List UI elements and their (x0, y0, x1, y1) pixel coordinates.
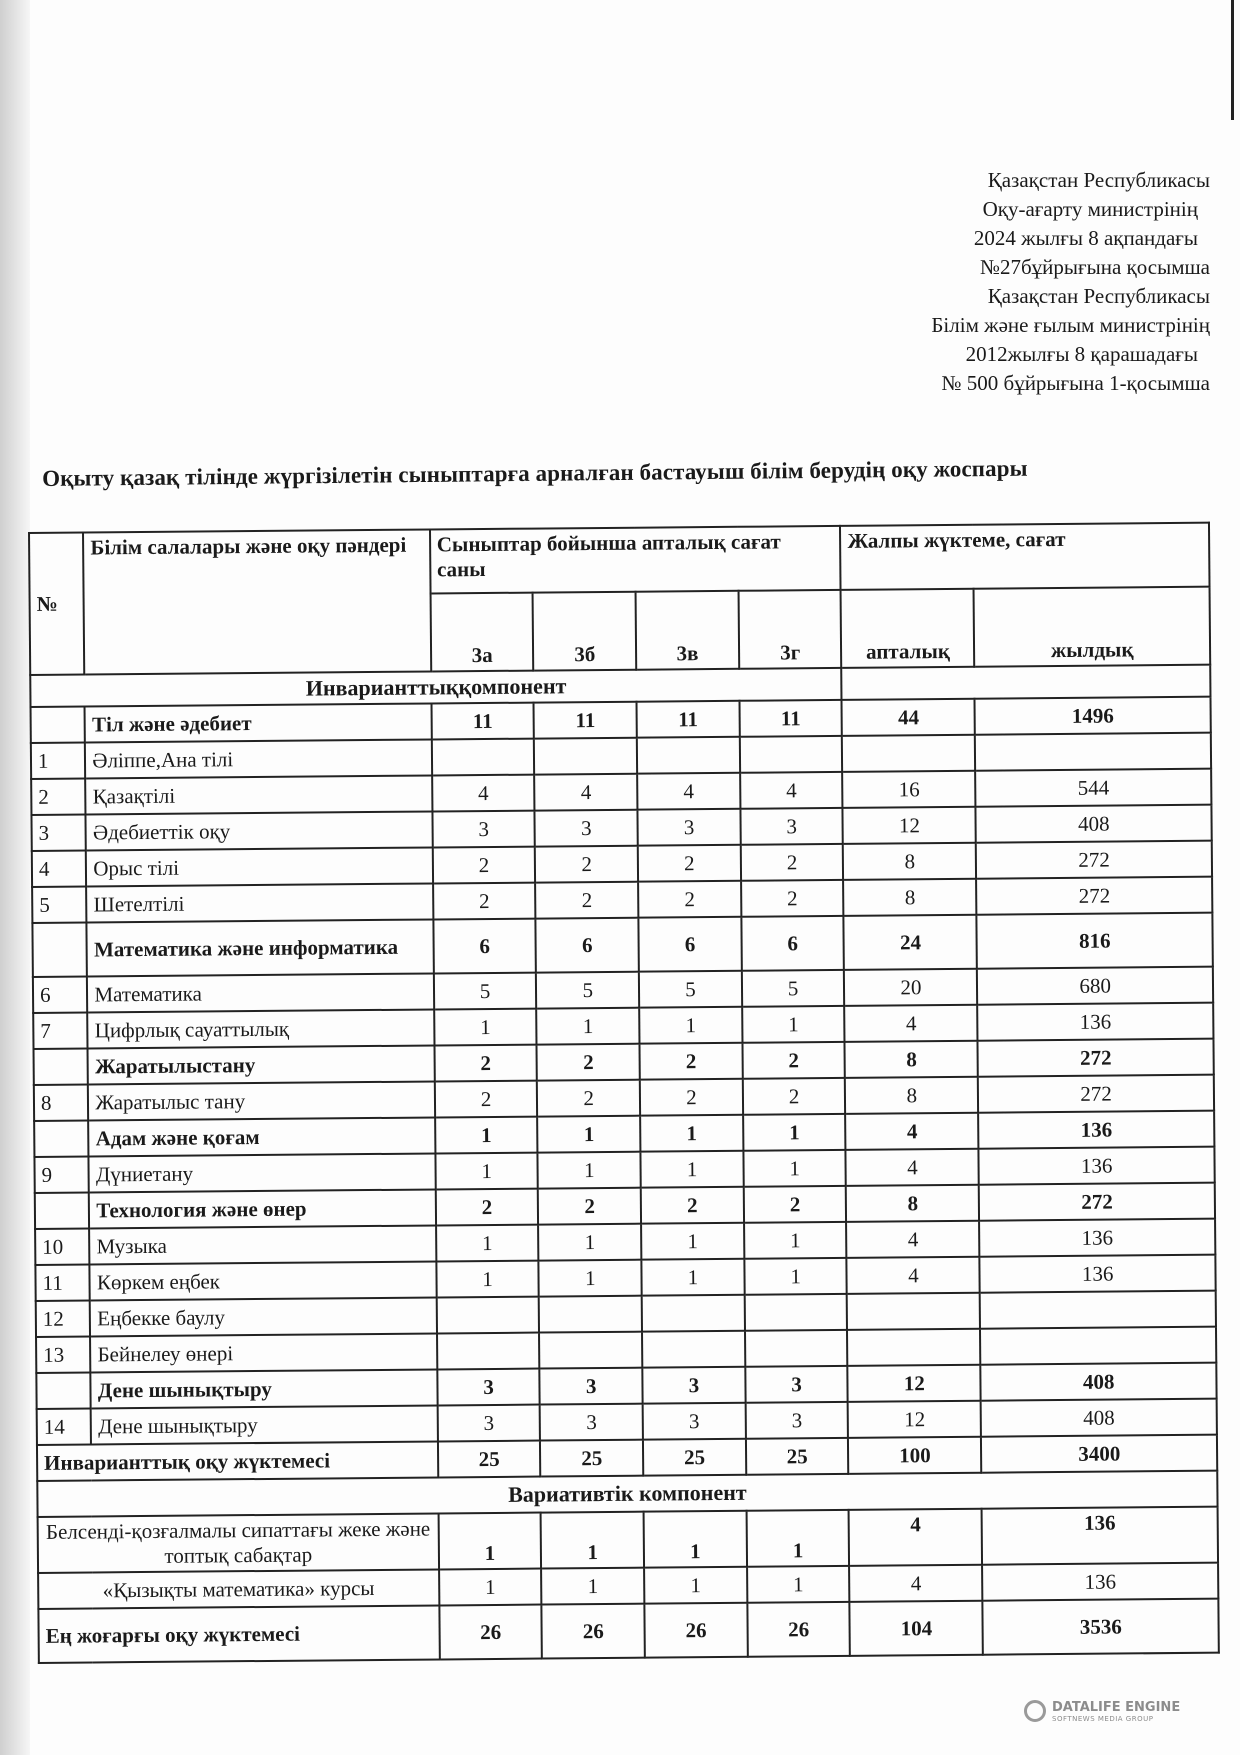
subject-name: Математика (87, 973, 434, 1012)
row-number: 7 (33, 1012, 88, 1048)
class-hours: 25 (643, 1439, 746, 1476)
class-hours (436, 1297, 539, 1334)
row-number (34, 1048, 89, 1084)
curriculum-table (28, 522, 1220, 1664)
subject-name: Тіл және әдебиет (85, 703, 432, 742)
weekly-total (847, 1293, 980, 1330)
class-hours: 2 (640, 1079, 743, 1116)
weekly-total: 4 (849, 1509, 982, 1566)
yearly-total: 136 (982, 1563, 1218, 1601)
class-hours: 5 (434, 973, 537, 1010)
datalife-logo-icon (1024, 1700, 1046, 1722)
row-number (31, 707, 86, 743)
subject-name: Шетелтілі (86, 883, 433, 922)
yearly-total: 272 (976, 877, 1212, 915)
yearly-total: 680 (977, 967, 1213, 1005)
max-total-row (38, 1599, 1218, 1663)
yearly-total: 1496 (975, 697, 1211, 735)
section-empty-cell (842, 665, 1211, 700)
row-number (36, 1372, 91, 1408)
subject-name: Әліппе,Ана тілі (85, 739, 432, 778)
class-hours: 1 (639, 1007, 742, 1044)
row-number (35, 1192, 90, 1228)
class-hours: 3 (642, 1367, 745, 1404)
weekly-total: 8 (843, 843, 976, 880)
subject-name: Әдебиеттік оқу (86, 811, 433, 850)
subject-name: Көркем еңбек (90, 1261, 437, 1300)
class-hours (637, 737, 740, 774)
weekly-total: 4 (847, 1257, 980, 1294)
class-hours: 3 (638, 809, 741, 846)
class-hours: 1 (538, 1224, 641, 1261)
watermark (1052, 1700, 1180, 1723)
class-hours: 1 (641, 1151, 744, 1188)
class-hours (642, 1331, 745, 1368)
approval-line: Оқу-ағарту министрінің (982, 197, 1198, 221)
yearly-total: 544 (975, 769, 1211, 807)
class-hours: 1 (640, 1115, 743, 1152)
header-class-3b: 3б (533, 592, 636, 671)
class-hours: 11 (534, 702, 637, 739)
row-number: 11 (35, 1264, 90, 1300)
yearly-total: 272 (976, 841, 1212, 879)
subject-name: Қазақтілі (86, 775, 433, 814)
yearly-total: 272 (978, 1039, 1214, 1077)
yearly-total: 136 (978, 1111, 1214, 1149)
class-hours: 4 (535, 774, 638, 811)
yearly-total (980, 1291, 1216, 1329)
class-hours: 1 (541, 1568, 644, 1605)
weekly-total: 4 (847, 1221, 980, 1258)
class-hours: 1 (438, 1513, 541, 1570)
weekly-total (847, 1329, 980, 1366)
class-hours: 3 (437, 1405, 540, 1442)
class-hours: 2 (641, 1187, 744, 1224)
class-hours: 1 (435, 1117, 538, 1154)
subject-name: Дене шынықтыру (91, 1369, 438, 1408)
class-hours: 6 (536, 918, 639, 973)
yearly-total (975, 733, 1211, 771)
subject-name: Математика және информатика (87, 919, 434, 976)
class-hours: 2 (435, 1081, 538, 1118)
approval-line: 2024 жылғы 8 ақпандағы (973, 226, 1198, 250)
class-hours: 3 (540, 1368, 643, 1405)
class-hours: 2 (741, 844, 844, 881)
class-hours: 1 (435, 1153, 538, 1190)
header-class-3a: 3а (430, 593, 533, 672)
class-hours: 3 (745, 1366, 848, 1403)
weekly-total: 12 (848, 1365, 981, 1402)
class-hours (437, 1333, 540, 1370)
yearly-total: 136 (979, 1219, 1215, 1257)
class-hours: 25 (438, 1441, 541, 1478)
row-number: 3 (31, 815, 86, 851)
weekly-total: 12 (848, 1401, 981, 1438)
weekly-total: 4 (846, 1113, 979, 1150)
approval-line: №27бұйрығына қосымша (979, 255, 1210, 279)
weekly-total: 20 (844, 969, 977, 1006)
max-total-label: Ең жоғарғы оқу жүктемесі (38, 1605, 439, 1662)
class-hours: 4 (432, 775, 535, 812)
yearly-total: 408 (981, 1363, 1217, 1401)
header-class-3v: 3в (636, 591, 739, 670)
class-hours: 5 (639, 971, 742, 1008)
subject-name: Технология және өнер (89, 1189, 436, 1228)
class-hours: 2 (743, 1078, 846, 1115)
class-hours: 1 (538, 1116, 641, 1153)
weekly-total: 12 (843, 807, 976, 844)
variative-row (38, 1507, 1218, 1573)
weekly-total: 8 (844, 879, 977, 916)
row-number: 10 (35, 1228, 90, 1264)
yearly-total (980, 1327, 1216, 1365)
row-number: 5 (32, 887, 87, 923)
weekly-total: 24 (844, 915, 977, 970)
subject-name: Адам және қоғам (88, 1117, 435, 1156)
watermark-title: DATALIFE ENGINE (1052, 1700, 1181, 1715)
row-number: 13 (36, 1336, 91, 1372)
class-hours: 11 (431, 703, 534, 740)
class-hours: 1 (641, 1259, 744, 1296)
weekly-total: 16 (843, 771, 976, 808)
header-total-load: Жалпы жүктеме, сағат (840, 523, 1209, 590)
class-hours: 11 (739, 700, 842, 737)
subject-name: Бейнелеу өнері (90, 1333, 437, 1372)
approval-line: № 500 бұйрығына 1-қосымша (941, 371, 1210, 395)
class-hours (539, 1296, 642, 1333)
class-hours: 1 (644, 1511, 747, 1568)
variative-subject-name: Белсенді-қозғалмалы сипаттағы жеке және топтық сабақтар (38, 1513, 439, 1572)
class-hours: 1 (743, 1150, 846, 1187)
class-hours: 25 (540, 1440, 643, 1477)
class-hours (745, 1330, 848, 1367)
class-hours: 3 (740, 808, 843, 845)
class-hours: 2 (538, 1188, 641, 1225)
class-hours: 3 (535, 810, 638, 847)
class-hours: 2 (640, 1043, 743, 1080)
class-hours: 2 (741, 880, 844, 917)
class-hours: 2 (537, 1044, 640, 1081)
row-number (32, 923, 87, 977)
class-hours: 1 (539, 1260, 642, 1297)
class-hours: 26 (439, 1605, 542, 1660)
class-hours: 2 (742, 1042, 845, 1079)
row-number: 8 (34, 1084, 89, 1120)
class-hours: 3 (540, 1404, 643, 1441)
row-number: 6 (33, 976, 88, 1012)
weekly-total: 100 (848, 1437, 981, 1474)
section-variative: Вариативтік компонент (37, 1471, 1217, 1517)
header-weekly-by-class: Сыныптар бойынша апталық сағат саны (430, 526, 841, 594)
class-hours: 2 (434, 1045, 537, 1082)
scan-edge-shadow (0, 0, 30, 1755)
weekly-total: 4 (845, 1005, 978, 1042)
class-hours: 5 (742, 970, 845, 1007)
weekly-total: 104 (850, 1601, 983, 1656)
class-hours: 1 (434, 1009, 537, 1046)
weekly-total: 8 (846, 1185, 979, 1222)
class-hours: 2 (433, 883, 536, 920)
section-invariant: Инварианттыққомпонент (30, 668, 842, 707)
class-hours: 1 (537, 1008, 640, 1045)
class-hours: 2 (535, 882, 638, 919)
class-hours (740, 736, 843, 773)
weekly-total: 8 (845, 1041, 978, 1078)
class-hours: 2 (638, 845, 741, 882)
yearly-total: 272 (979, 1183, 1215, 1221)
class-hours: 3 (432, 811, 535, 848)
class-hours: 1 (744, 1222, 847, 1259)
scan-edge-line (1231, 0, 1234, 120)
subject-name: Еңбекке баулу (90, 1297, 437, 1336)
class-hours: 4 (740, 772, 843, 809)
class-hours (534, 738, 637, 775)
subject-name: Орыс тілі (86, 847, 433, 886)
weekly-total: 8 (845, 1077, 978, 1114)
yearly-total: 272 (978, 1075, 1214, 1113)
class-hours: 1 (436, 1261, 539, 1298)
class-hours: 2 (638, 881, 741, 918)
subject-name: Жаратылыс тану (88, 1081, 435, 1120)
class-hours: 1 (743, 1114, 846, 1151)
yearly-total: 3400 (981, 1435, 1217, 1473)
class-hours (642, 1295, 745, 1332)
class-hours: 3 (745, 1402, 848, 1439)
class-hours: 11 (637, 701, 740, 738)
class-hours: 2 (744, 1186, 847, 1223)
row-number (34, 1120, 89, 1156)
approval-stamp-text (790, 166, 1210, 398)
watermark-subtitle: SOFTNEWS MEDIA GROUP (1052, 1715, 1154, 1723)
weekly-total: 4 (846, 1149, 979, 1186)
class-hours: 26 (644, 1603, 747, 1658)
class-hours: 6 (433, 919, 536, 974)
row-number: 14 (37, 1408, 92, 1444)
class-hours: 1 (538, 1152, 641, 1189)
yearly-total: 136 (980, 1255, 1216, 1293)
class-hours: 4 (637, 773, 740, 810)
yearly-total: 3536 (983, 1599, 1219, 1655)
class-hours (539, 1332, 642, 1369)
weekly-total (842, 735, 975, 772)
class-hours: 1 (541, 1512, 644, 1569)
approval-line: Қазақстан Республикасы (987, 168, 1210, 192)
weekly-total: 44 (842, 699, 975, 736)
yearly-total: 136 (982, 1507, 1218, 1565)
subject-name: Жаратылыстану (88, 1045, 435, 1084)
class-hours: 5 (536, 972, 639, 1009)
class-hours (432, 739, 535, 776)
class-hours: 3 (437, 1369, 540, 1406)
approval-line: 2012жылғы 8 қарашадағы (965, 342, 1198, 366)
class-hours: 2 (435, 1189, 538, 1226)
class-hours: 1 (746, 1510, 849, 1567)
row-number: 9 (34, 1156, 89, 1192)
row-number: 4 (32, 851, 87, 887)
class-hours (744, 1294, 847, 1331)
header-weekly: апталық (841, 589, 975, 668)
yearly-total: 816 (977, 913, 1213, 969)
subject-name: Дүниетану (89, 1153, 436, 1192)
yearly-total: 136 (979, 1147, 1215, 1185)
class-hours: 26 (747, 1602, 850, 1657)
class-hours: 3 (643, 1403, 746, 1440)
yearly-total: 136 (978, 1003, 1214, 1041)
yearly-total: 408 (976, 805, 1212, 843)
subject-name: Дене шынықтыру (91, 1405, 438, 1444)
variative-subject-name: «Қызықты математика» курсы (38, 1569, 439, 1608)
class-hours: 1 (439, 1569, 542, 1606)
class-hours: 2 (432, 847, 535, 884)
row-number: 2 (31, 779, 86, 815)
header-yearly: жылдық (974, 587, 1210, 667)
class-hours: 1 (641, 1223, 744, 1260)
class-hours: 1 (644, 1567, 747, 1604)
approval-line: Қазақстан Республикасы (987, 284, 1210, 308)
approval-line: Білім және ғылым министрінің (931, 313, 1210, 337)
class-hours: 1 (744, 1258, 847, 1295)
weekly-total: 4 (850, 1565, 983, 1602)
header-class-3g: 3г (738, 590, 841, 669)
header-subject: Білім салалары және оқу пәндері (83, 529, 431, 674)
class-hours: 6 (638, 917, 741, 972)
class-hours: 2 (537, 1080, 640, 1117)
class-hours: 1 (742, 1006, 845, 1043)
class-hours: 1 (436, 1225, 539, 1262)
row-number: 1 (31, 743, 86, 779)
header-no: № (29, 533, 85, 675)
invariant-total-label: Инварианттық оқу жүктемесі (37, 1441, 438, 1480)
subject-name: Цифрлық сауаттылық (88, 1009, 435, 1048)
class-hours: 2 (535, 846, 638, 883)
class-hours: 26 (542, 1604, 645, 1659)
class-hours: 6 (741, 916, 844, 971)
row-number: 12 (36, 1300, 91, 1336)
yearly-total: 408 (981, 1399, 1217, 1437)
header-row (29, 523, 1210, 597)
class-hours: 25 (746, 1438, 849, 1475)
subject-name: Музыка (89, 1225, 436, 1264)
class-hours: 1 (747, 1566, 850, 1603)
document-title: Оқыту қазақ тілінде жүргізілетін сыныптарға арналған бастауыш білім берудің оқу жоспары (42, 455, 1028, 491)
